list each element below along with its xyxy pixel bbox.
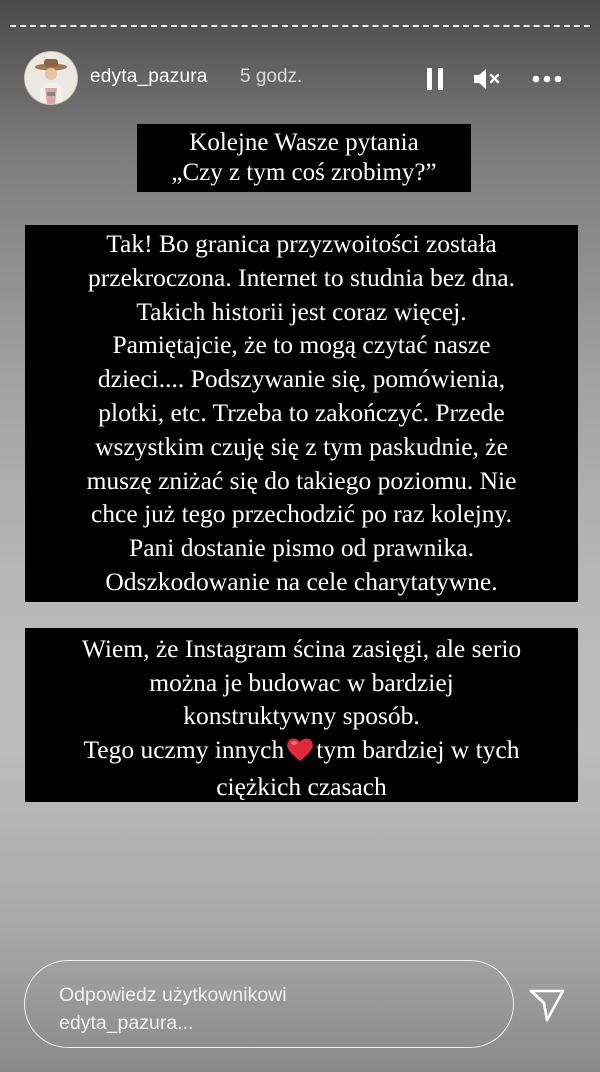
pause-button[interactable] [418, 64, 452, 94]
reply-input[interactable]: Odpowiedz użytkownikowi edyta_pazura... [24, 960, 514, 1048]
story-text-instagram [25, 628, 578, 802]
story-text-instagram-part1: Wiem, że Instagram ścina zasięgi, ale serio można je budowac w bardziej konstruktywny sposób. Tego uczmy innych [81, 634, 522, 764]
muted-speaker-icon [472, 67, 502, 91]
avatar[interactable] [24, 51, 78, 105]
story-header [0, 0, 600, 110]
more-options-button[interactable] [528, 64, 566, 94]
send-icon [527, 986, 567, 1024]
story-text-answer: Tak! Bo granica przyzwoitości została przekroczona. Internet to studnia bez dna. Takich historii jest coraz więcej. Pamiętajcie, że to mogą czytać nasze dzieci.... Podszywanie się, pomówienia, plotki, etc. Trzeba to zakończyć. Przede wszystkim czuję się z tym paskudnie, że muszę zniżać się do takiego poziomu. Nie chce już tego przechodzić po raz kolejny. Pani dostanie pismo od prawnika. Odszkodowanie na cele charytatywne. [25, 225, 578, 602]
pause-icon [425, 67, 445, 91]
more-options-icon [532, 75, 562, 83]
profile-photo-icon [25, 52, 77, 104]
username[interactable]: edyta_pazura [90, 66, 208, 87]
post-time: 5 godz. [240, 66, 303, 87]
send-button[interactable] [526, 985, 568, 1025]
mute-button[interactable] [470, 64, 504, 94]
heart-icon [286, 736, 314, 771]
story-text-instagram-part2: tym bardziej w tych ciężkich czasach [216, 734, 520, 801]
story-text-question: Kolejne Wasze pytania „Czy z tym coś zrobimy?” [137, 124, 471, 192]
